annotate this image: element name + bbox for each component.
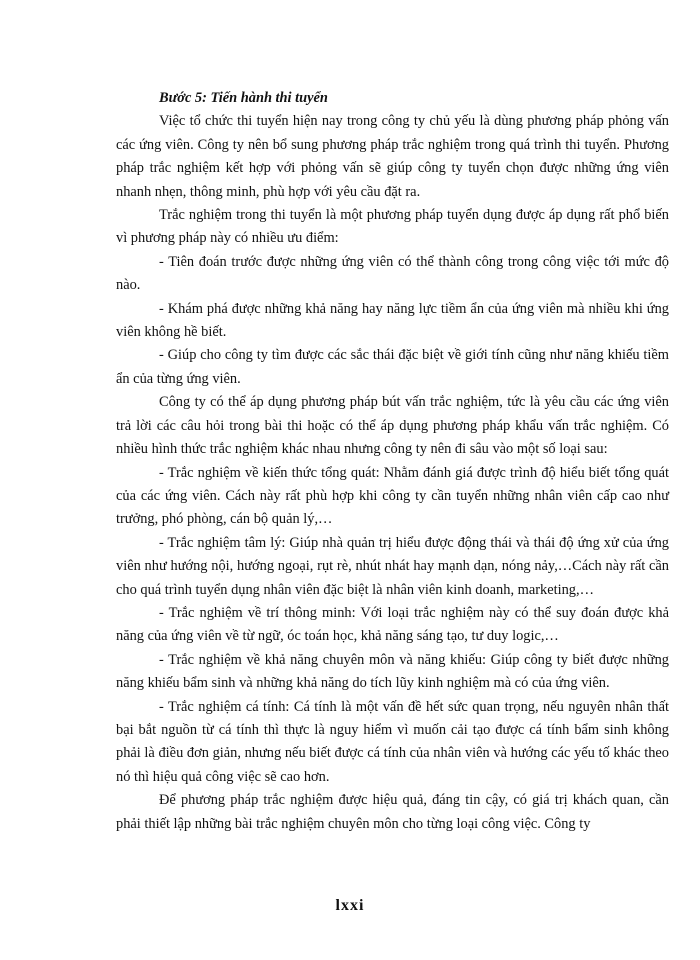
bullet-discover: - Khám phá được những khả năng hay năng lực tiềm ẩn của ứng viên mà nhiều khi ứng viên không hề biết. <box>116 300 669 341</box>
bullet-nuances: - Giúp cho công ty tìm được các sắc thái đặc biệt về giới tính cũng như năng khiếu tiềm ẩn của từng ứng viên. <box>116 347 669 387</box>
bullet-personality: - Trắc nghiệm cá tính: Cá tính là một vấn đề hết sức quan trọng, nếu nguyên nhân thất bại bắt nguồn từ cá tính thì thực là nguy hiểm vì muốn cải tạo được cá tính bẩm sinh không phải là điều đơn giản, nhưng nếu biết được cá tính của nhân viên và hướng các yếu tố khác theo nó thì hiệu quả công việc sẽ cao hơn. <box>116 698 669 785</box>
bullet-intelligence: - Trắc nghiệm về trí thông minh: Với loại trắc nghiệm này có thể suy đoán được khả năng của ứng viên về từ ngữ, óc toán học, khả năng sáng tạo, tư duy logic,… <box>116 604 669 645</box>
paragraph-methods: Công ty có thể áp dụng phương pháp bút vấn trắc nghiệm, tức là yêu cầu các ứng viên trả lời các câu hỏi trong bài thi hoặc có thể áp dụng phương pháp khẩu vấn trắc nghiệm. Có nhiều hình thức trắc nghiệm khác nhau nhưng công ty nên đi sâu vào một số loại sau: <box>116 394 669 458</box>
bullet-expertise: - Trắc nghiệm về khả năng chuyên môn và năng khiếu: Giúp công ty biết được những năng khiếu bẩm sinh và những khả năng do tích lũy kinh nghiệm mà có của ứng viên. <box>116 651 669 692</box>
page-number: lxxi <box>335 897 365 914</box>
body-text <box>116 87 669 836</box>
bullet-general-knowledge: - Trắc nghiệm về kiến thức tổng quát: Nhằm đánh giá được trình độ hiểu biết tổng quát của các ứng viên. Cách này rất phù hợp khi công ty cần tuyển những nhân viên cấp cao như trưởng, phó phòng, cán bộ quản lý,… <box>116 464 669 528</box>
bullet-predict: - Tiên đoán trước được những ứng viên có thể thành công trong công việc tới mức độ nào. <box>116 253 669 294</box>
paragraph-intro: Việc tổ chức thi tuyển hiện nay trong công ty chủ yếu là dùng phương pháp phỏng vấn các ứng viên. Công ty nên bổ sung phương pháp trắc nghiệm trong quá trình thi tuyển. Phương pháp trắc nghiệm kết hợp với phỏng vấn sẽ giúp công ty tuyển chọn được những ứng viên nhanh nhẹn, thông minh, phù hợp với yêu cầu đặt ra. <box>116 113 669 200</box>
paragraph-conclusion: Để phương pháp trắc nghiệm được hiệu quả, đáng tin cậy, có giá trị khách quan, cần phải thiết lập những bài trắc nghiệm chuyên môn cho từng loại công việc. Công ty <box>116 792 669 832</box>
bullet-psychology: - Trắc nghiệm tâm lý: Giúp nhà quản trị hiểu được động thái và thái độ ứng xử của ứng viên như hướng nội, hướng ngoại, rụt rè, nhút nhát hay mạnh dạn, nóng nảy,…Cách này rất cần cho quá trình tuyển dụng nhân viên đặc biệt là nhân viên kinh doanh, marketing,… <box>116 534 669 598</box>
paragraph-advantages: Trắc nghiệm trong thi tuyển là một phương pháp tuyển dụng được áp dụng rất phổ biến vì phương pháp này có nhiều ưu điểm: <box>116 207 669 247</box>
section-heading: Bước 5: Tiến hành thi tuyển <box>159 90 328 106</box>
